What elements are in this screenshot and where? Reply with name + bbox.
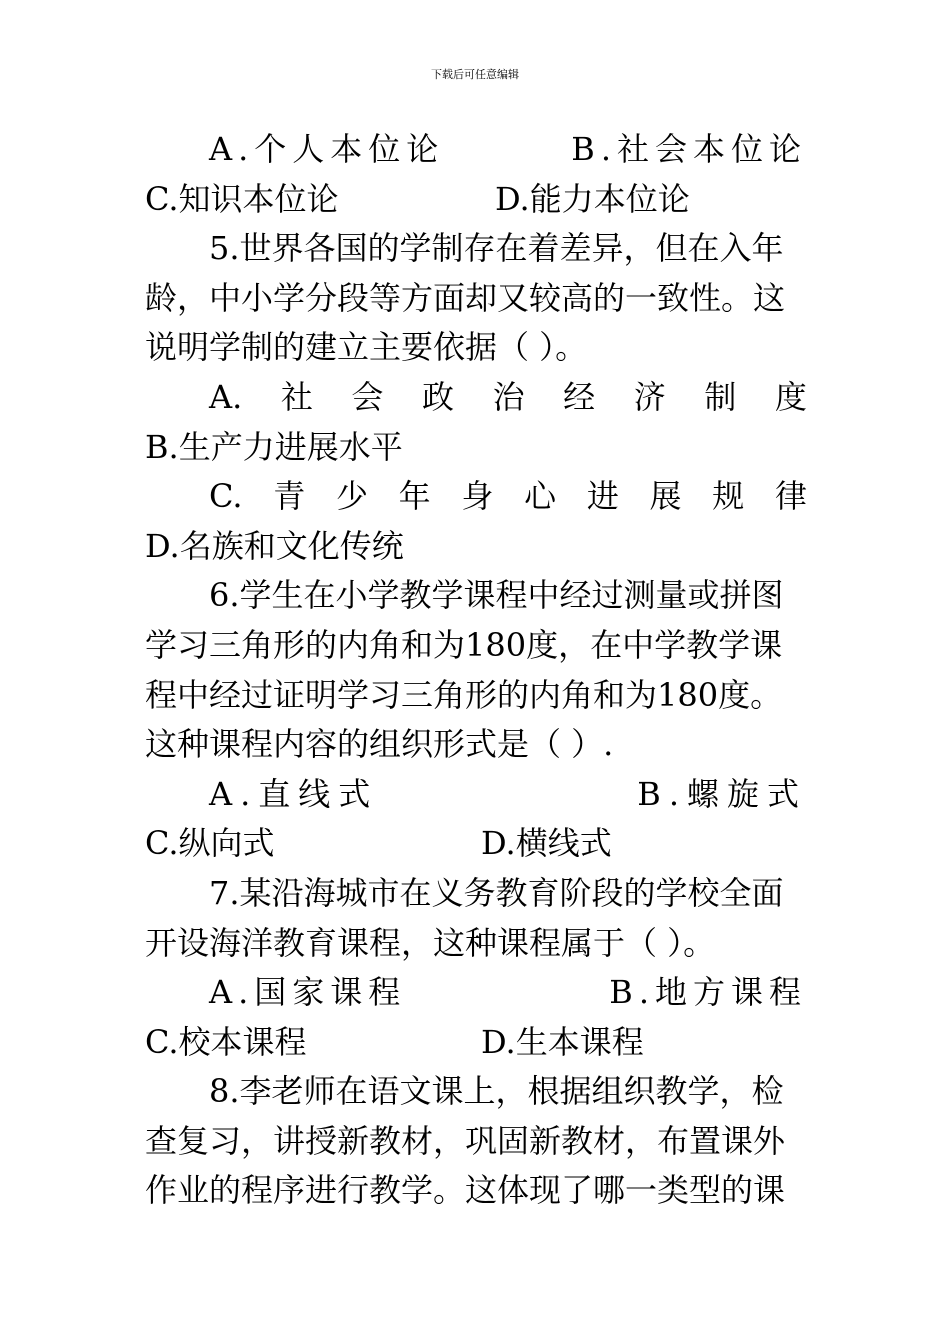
q6-text-line: 这种课程内容的组织形式是（ ）. — [145, 725, 614, 764]
q4-option-d: D.能力本位论 — [495, 179, 690, 218]
q6-option-d: D.横线式 — [481, 824, 612, 863]
q6-text-line: 程中经过证明学习三角形的内角和为180度。 — [145, 675, 783, 714]
q7-option-c: C.校本课程 — [145, 1022, 307, 1061]
q8-text-line: 查复习，讲授新教材，巩固新教材，布置课外 — [145, 1121, 786, 1160]
q4-option-c: C.知识本位论 — [145, 179, 339, 218]
q5-option-c-part: 规 — [712, 477, 745, 516]
q7-text-line: 开设海洋教育课程，这种课程属于（ ）。 — [145, 923, 716, 962]
q7-option-d: D.生本课程 — [481, 1022, 644, 1061]
q5-option-a-part: A. — [209, 377, 243, 416]
q4-options-cd — [145, 175, 807, 225]
q7-text-line: 7.某沿海城市在义务教育阶段的学校全面 — [209, 873, 784, 912]
q5-option-c-part: 进 — [586, 477, 619, 516]
q6-text-line: 学习三角形的内角和为180度，在中学教学课 — [145, 625, 783, 664]
q7-options-ab — [145, 968, 807, 1018]
q5-option-b: B.生产力进展水平 — [145, 427, 403, 466]
q6-options-ab — [145, 770, 807, 820]
q8-text-line: 8.李老师在语文课上，根据组织教学，检 — [209, 1072, 784, 1111]
q6-option-c: C.纵向式 — [145, 824, 275, 863]
q5-option-a-part: 会 — [351, 377, 384, 416]
q5-option-c-part: 少 — [335, 477, 368, 516]
q4-option-b: B.社会本位论 — [571, 130, 807, 168]
q5-option-c-part: 展 — [649, 477, 682, 516]
document-body — [145, 125, 807, 1216]
q5-text-line: 龄，中小学分段等方面却又较高的一致性。这 — [145, 278, 786, 317]
q6-options-cd — [145, 819, 807, 869]
q5-option-a-part: 度 — [774, 377, 807, 416]
q5-option-a-part: 政 — [422, 377, 455, 416]
q4-option-a: A.个人本位论 — [209, 130, 445, 168]
q5-option-c-part: 身 — [461, 477, 494, 516]
q5-option-d: D.名族和文化传统 — [145, 526, 404, 565]
q5-option-a-part: 制 — [704, 377, 737, 416]
q7-option-a: A.国家课程 — [209, 973, 407, 1012]
q7-option-b: B.地方课程 — [609, 973, 807, 1012]
q5-text-line: 5.世界各国的学制存在着差异，但在入年 — [209, 229, 784, 268]
q5-option-a-part: 经 — [563, 377, 596, 416]
q8-text-line: 作业的程序进行教学。这体现了哪一类型的课 — [145, 1171, 786, 1210]
q5-option-a-part: 济 — [633, 377, 666, 416]
q5-option-a-part: 社 — [280, 377, 313, 416]
q5-option-c — [145, 472, 807, 522]
q5-option-a — [145, 373, 807, 423]
q6-text-line: 6.学生在小学教学课程中经过测量或拼图 — [209, 576, 784, 615]
q4-options-ab — [145, 125, 807, 175]
q7-options-cd — [145, 1018, 807, 1068]
q5-option-c-part: 心 — [524, 477, 557, 516]
q5-option-c-part: C. — [209, 477, 243, 516]
q5-option-c-part: 年 — [398, 477, 431, 516]
q5-option-c-part: 律 — [774, 477, 807, 516]
q5-option-a-part: 治 — [492, 377, 525, 416]
page-header: 下载后可任意编辑 — [431, 68, 519, 81]
q6-option-b: B.螺旋式 — [637, 774, 807, 813]
q5-text-line: 说明学制的建立主要依据（ ）。 — [145, 328, 588, 367]
q6-option-a: A.直线式 — [209, 774, 379, 813]
q5-option-c-part: 青 — [273, 477, 306, 516]
